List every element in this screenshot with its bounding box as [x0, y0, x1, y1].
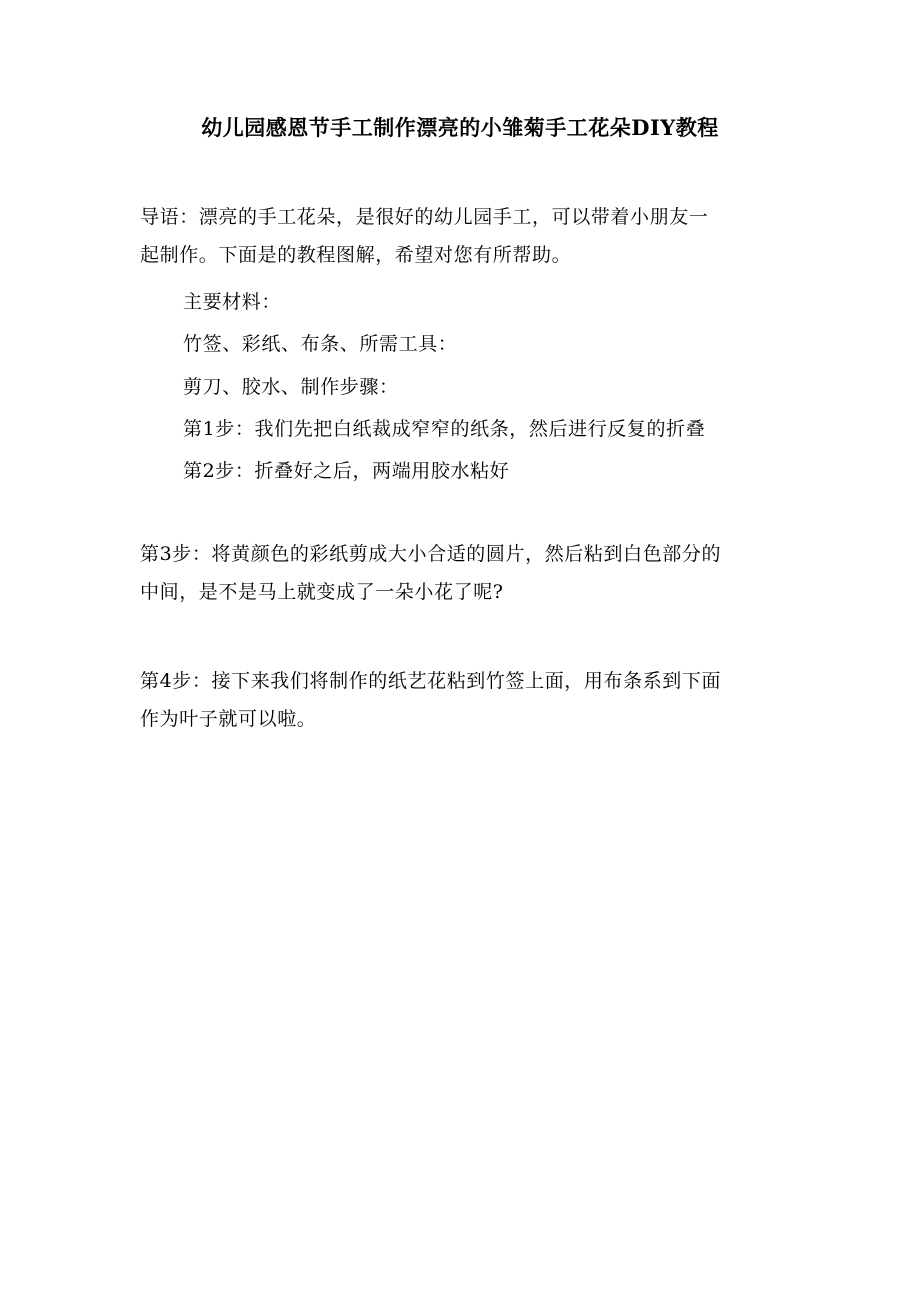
step-4-paragraph: [140, 662, 780, 738]
materials-heading: 主要材料：: [183, 291, 282, 313]
step-3-line-2: 中间，是不是马上就变成了一朵小花了呢?: [140, 581, 504, 603]
step-3-line-1: 第3步：将黄颜色的彩纸剪成大小合适的圆片，然后粘到白色部分的: [140, 543, 722, 565]
intro-paragraph: [140, 198, 780, 274]
step-1: 第1步：我们先把白纸裁成窄窄的纸条，然后进行反复的折叠: [183, 418, 706, 440]
document-title: 幼儿园感恩节手工制作漂亮的小雏菊手工花朵DIY教程: [201, 115, 719, 140]
step-4-line-1: 第4步：接下来我们将制作的纸艺花粘到竹签上面，用布条系到下面: [140, 670, 722, 692]
step-4-line-2: 作为叶子就可以啦。: [140, 708, 317, 730]
intro-line-2: 起制作。下面是的教程图解，希望对您有所帮助。: [140, 244, 572, 266]
tools-and-steps: 剪刀、胶水、制作步骤：: [183, 376, 399, 398]
intro-line-1: 导语：漂亮的手工花朵，是很好的幼儿园手工，可以带着小朋友一: [140, 206, 709, 228]
materials-items: 竹签、彩纸、布条、所需工具：: [183, 333, 458, 355]
step-3-paragraph: [140, 535, 780, 611]
step-2: 第2步：折叠好之后，两端用胶水粘好: [183, 460, 510, 482]
